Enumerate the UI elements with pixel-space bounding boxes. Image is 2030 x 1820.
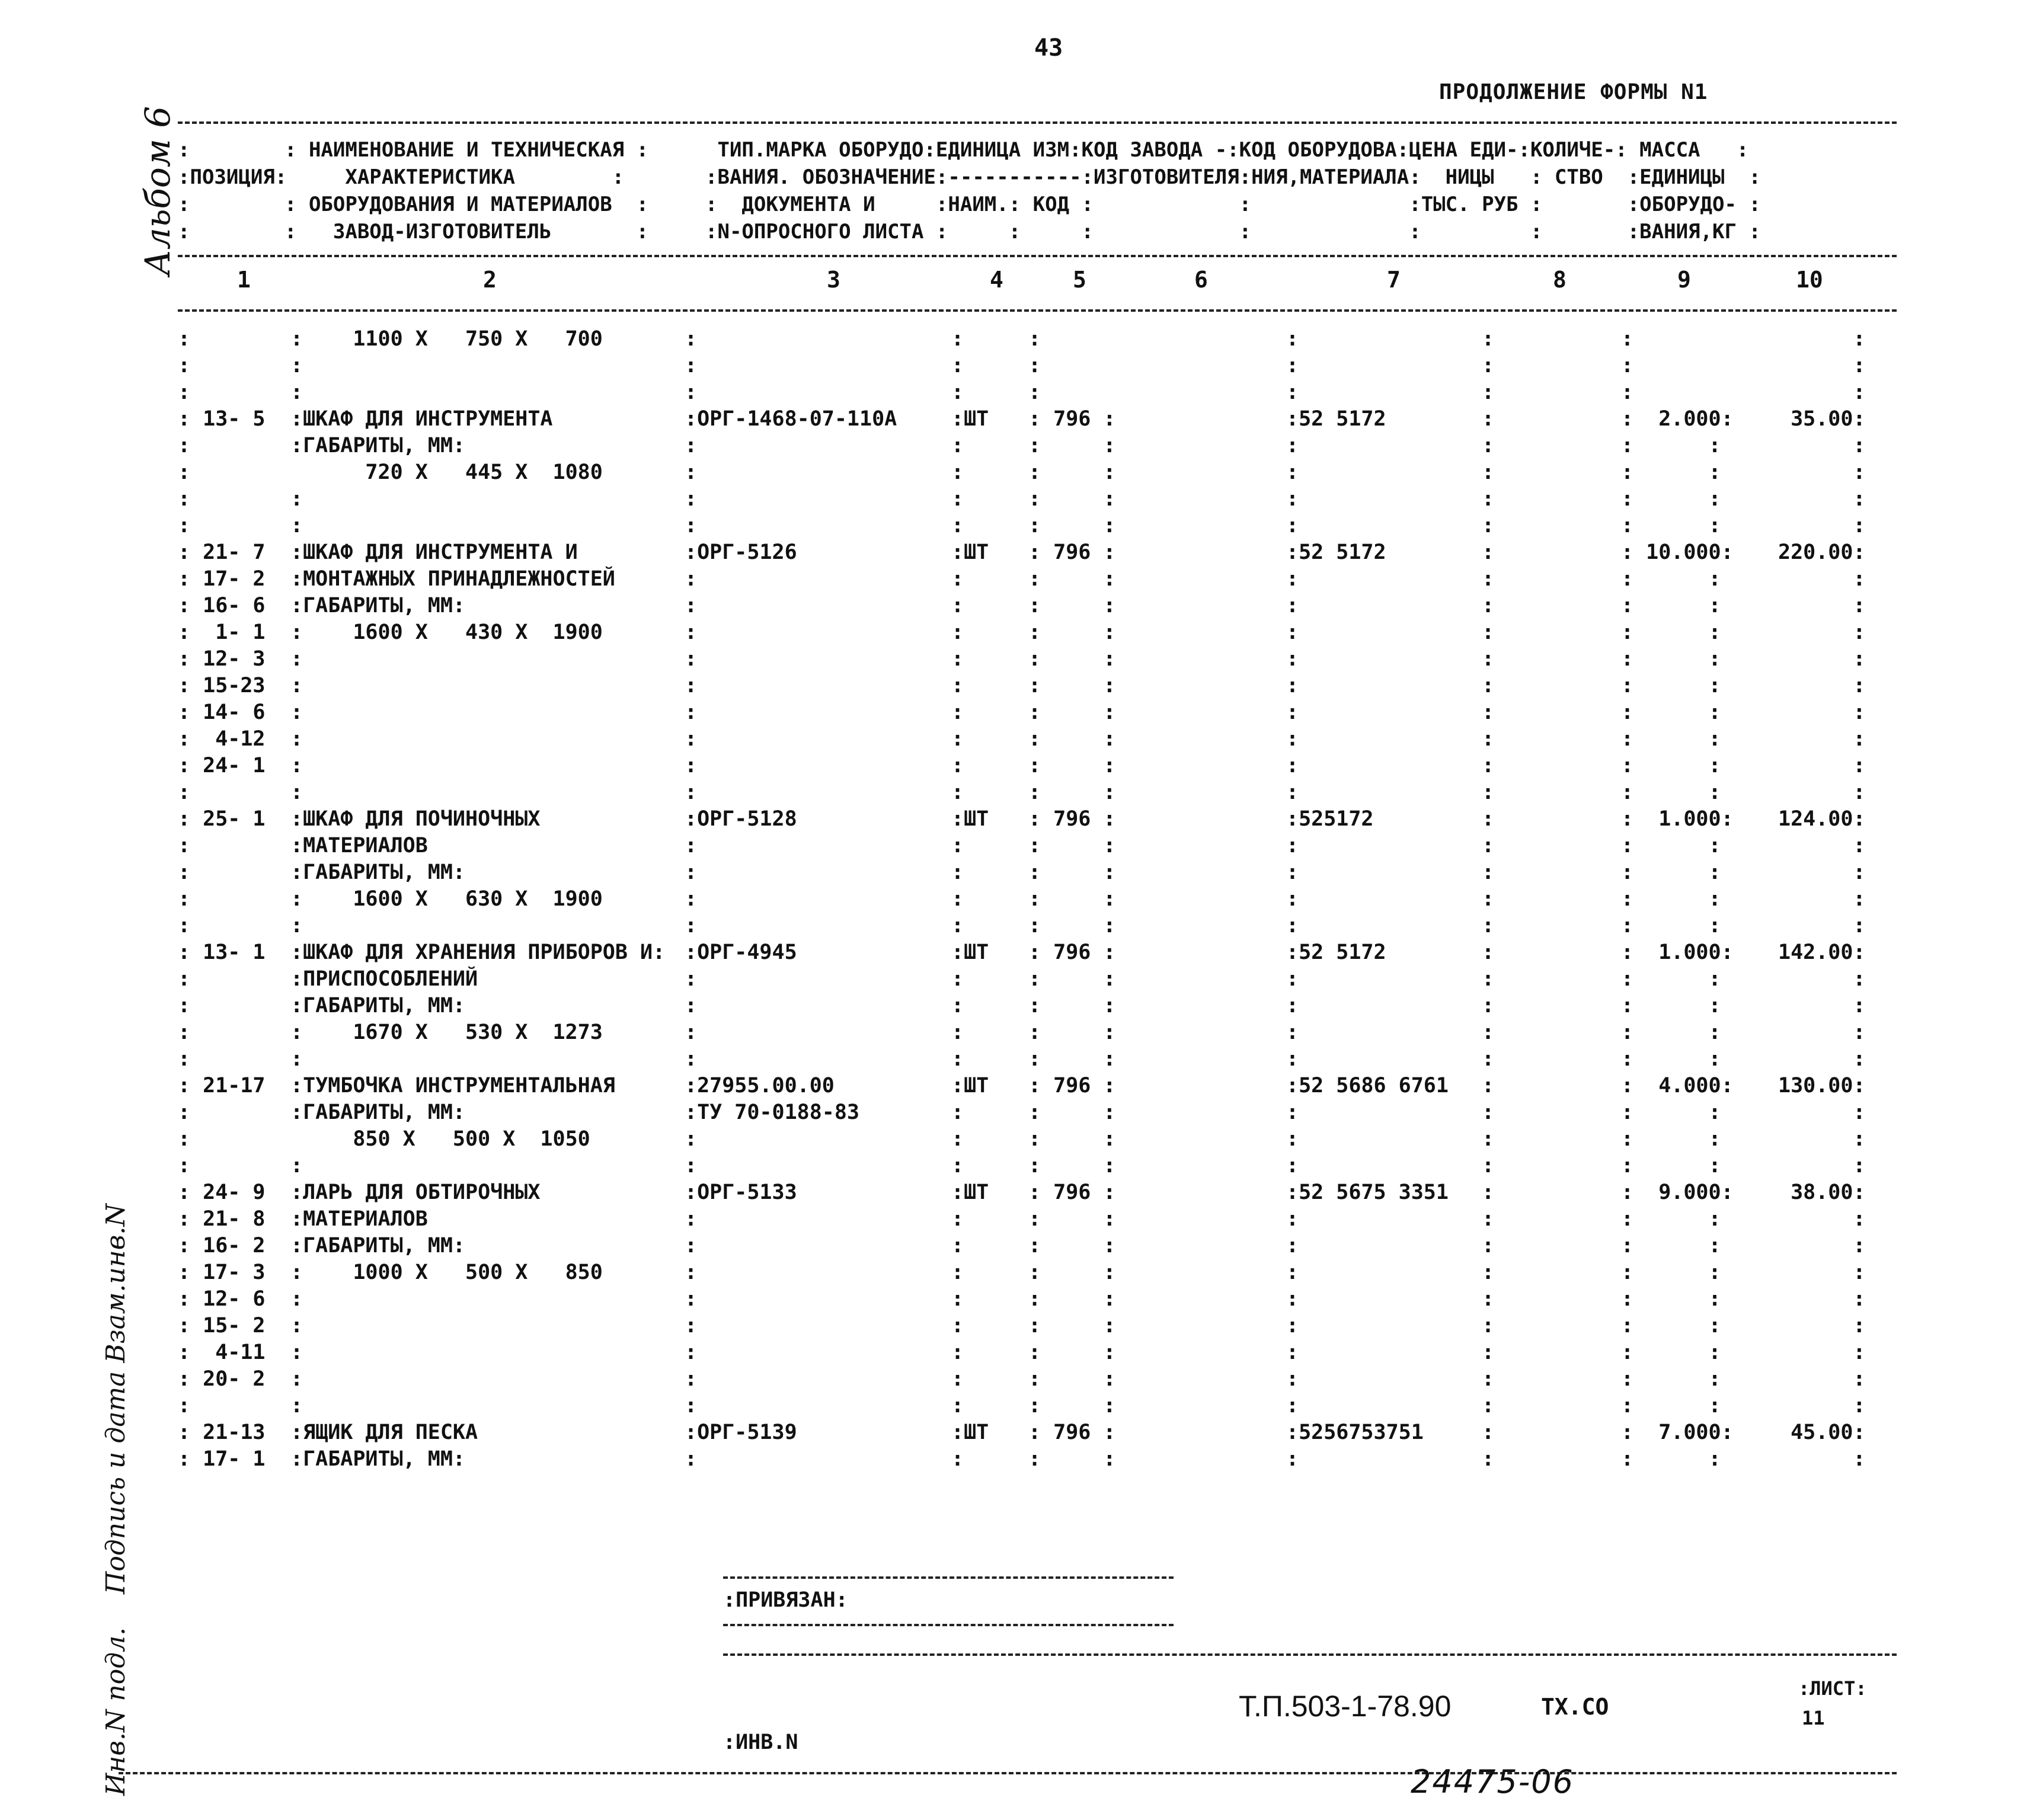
col-num-2: 2 — [483, 267, 497, 293]
col-num-3: 3 — [827, 267, 840, 293]
attached-label: :ПРИВЯЗАН: — [723, 1588, 848, 1612]
unit-code-column: : : : : 796 : : : : : : : : : : 796 : : : : : : : : : : : : : : : : : : : : 796 : : : : : : : : : : 796 : : : : : : : : : : 796 : : : : : : : : 796 : : : : : : : : : : : : : : : : : : 796 : : : — [1028, 327, 1116, 1471]
col-num-8: 8 — [1553, 267, 1567, 293]
signature-date-note: Подпись и дата Взам.инв.N — [101, 1204, 131, 1594]
col-num-5: 5 — [1073, 267, 1086, 293]
sheet-number: 11 — [1802, 1707, 1825, 1729]
page-number: 43 — [1034, 34, 1063, 62]
rule-stamp-3 — [723, 1653, 1897, 1656]
position-column: : : : : 13- 5 : : : : : 21- 7 : 17- 2 : 16- 6 : 1- 1 : 12- 3 : 15-23 : 14- 6 : 4-12 : 24- 1 : : 25- 1 : : : : : 13- 1 : : : : : 21-17 : : : : 24- 9 : 21- 8 : 16- 2 : 17- 3 : 12- 6 : 15- 2 : 4-11 : 20- 2 : : 21-13 : 17- 1 — [178, 327, 266, 1471]
rule-header-bottom — [178, 255, 1897, 257]
col-num-10: 10 — [1796, 267, 1823, 293]
unit-name-column: : : : :ШТ : : : : :ШТ : : : : : : : : : :ШТ : : : : :ШТ : : : : :ШТ : : : :ШТ : : : : : : : : :ШТ : — [951, 327, 989, 1471]
rule-stamp-2 — [723, 1624, 1174, 1626]
inv-number-label: :ИНВ.N — [723, 1731, 798, 1754]
col-num-1: 1 — [237, 267, 251, 293]
type-column: : : : :ОРГ-1468-07-110А : : : : :ОРГ-5126 : : : : : : : : : :ОРГ-5128 : : : : :ОРГ-4945 : : : : :27955.00.00 :ТУ 70-0188-83 : : :ОРГ-5133 : : : : : : : : :ОРГ-5139 : — [685, 327, 897, 1471]
album-note: Альбом 6 — [138, 105, 178, 276]
mass-column: : : : 35.00: : : : : 220.00: : : : : : : : : : 124.00: : : : : 142.00: : : : : 130.00: : : : 38.00: : : : : : : : : 45.00: : — [1778, 327, 1866, 1471]
sheet-label: :ЛИСТ: — [1798, 1677, 1867, 1700]
header-position: : :ПОЗИЦИЯ: : : — [178, 138, 287, 244]
rule-bottom — [119, 1772, 1897, 1774]
price-column: : : : : : : : : : : : : : : : : : : : : : : : : : : : : : : : : : : : : : : : : : : : — [1482, 327, 1495, 1471]
rule-stamp-1 — [723, 1576, 1174, 1579]
quantity-column: : : : : 2.000: : : : : : : : : : 10.000: : : : : : : : : : : : : : : : : : : : 1.000: : : : : : : : : : 1.000: : : : : : : : : : 4.000: : : : : : : : 9.000: : : : : : : : : : : : : : : : : : 7.000: : : — [1621, 327, 1734, 1471]
handwritten-number: 24475-06 — [1411, 1763, 1574, 1800]
rule-top — [178, 121, 1897, 124]
name-column: : 1100 X 750 X 700 : : :ШКАФ ДЛЯ ИНСТРУМЕНТА :ГАБАРИТЫ, ММ: 720 X 445 X 1080 : : :ШКАФ ДЛЯ ИНСТРУМЕНТА И :МОНТАЖНЫХ ПРИНАДЛЕЖНОСТЕЙ :ГАБАРИТЫ, ММ: : 1600 X 430 X 1900 : : : : : : :ШКАФ ДЛЯ ПОЧИНОЧНЫХ :МАТЕРИАЛОВ :ГАБАРИТЫ, ММ: : 1600 X 630 X 1900 : :ШКАФ ДЛЯ ХРАНЕНИЯ ПРИБОРОВ И: :ПРИСПОСОБЛЕНИЙ :ГАБАРИТЫ, ММ: : 1670 X 530 X 1273 : :ТУМБОЧКА ИНСТРУМЕНТАЛЬНАЯ :ГАБАРИТЫ, ММ: 850 X 500 X 1050 : :ЛАРЬ ДЛЯ ОБТИРОЧНЫХ :МАТЕРИАЛОВ :ГАБАРИТЫ, ММ: : 1000 X 500 X 850 : : : : : :ЯЩИК ДЛЯ ПЕСКА :ГАБАРИТЫ, ММ: — [290, 327, 666, 1471]
header-other-columns: ТИП.МАРКА ОБОРУДО:ЕДИНИЦА ИЗМ:КОД ЗАВОДА -:КОД ОБОРУДОВА:ЦЕНА ЕДИ-:КОЛИЧЕ-: МАССА : :ВАНИЯ. ОБОЗНАЧЕНИЕ:-----------:ИЗГОТОВИТЕЛЯ:НИЯ,МАТЕРИАЛА: НИЦЫ : СТВО :ЕДИНИЦЫ : : ДОКУМЕНТА И :НАИМ.: КОД : : :ТЫС. РУБ : :ОБОРУДО- : :N-ОПРОСНОГО ЛИСТА : : : : : : :ВАНИЯ,КГ : — [705, 138, 1761, 244]
col-num-4: 4 — [990, 267, 1003, 293]
col-num-9: 9 — [1677, 267, 1691, 293]
col-num-6: 6 — [1194, 267, 1208, 293]
appendix-title: ПРОДОЛЖЕНИЕ ФОРМЫ N1 — [1439, 80, 1708, 104]
header-name: : НАИМЕНОВАНИЕ И ТЕХНИЧЕСКАЯ : ХАРАКТЕРИСТИКА : : ОБОРУДОВАНИЯ И МАТЕРИАЛОВ : : ЗАВОД-ИЗГОТОВИТЕЛЬ : — [284, 138, 649, 244]
equipment-code-column: : : : :52 5172 : : : : :52 5172 : : : : : : : : : :525172 : : : : :52 5172 : : : : :52 5686 6761 : : : :52 5675 3351 : : : : : : : : :5256753751 : — [1286, 327, 1449, 1471]
document-type: ТХ.СО — [1541, 1694, 1609, 1720]
col-num-7: 7 — [1387, 267, 1401, 293]
rule-numbers-bottom — [178, 309, 1897, 312]
document-code: Т.П.503-1-78.90 — [1239, 1690, 1452, 1723]
inventory-note: Инв.N подл. — [101, 1627, 131, 1796]
